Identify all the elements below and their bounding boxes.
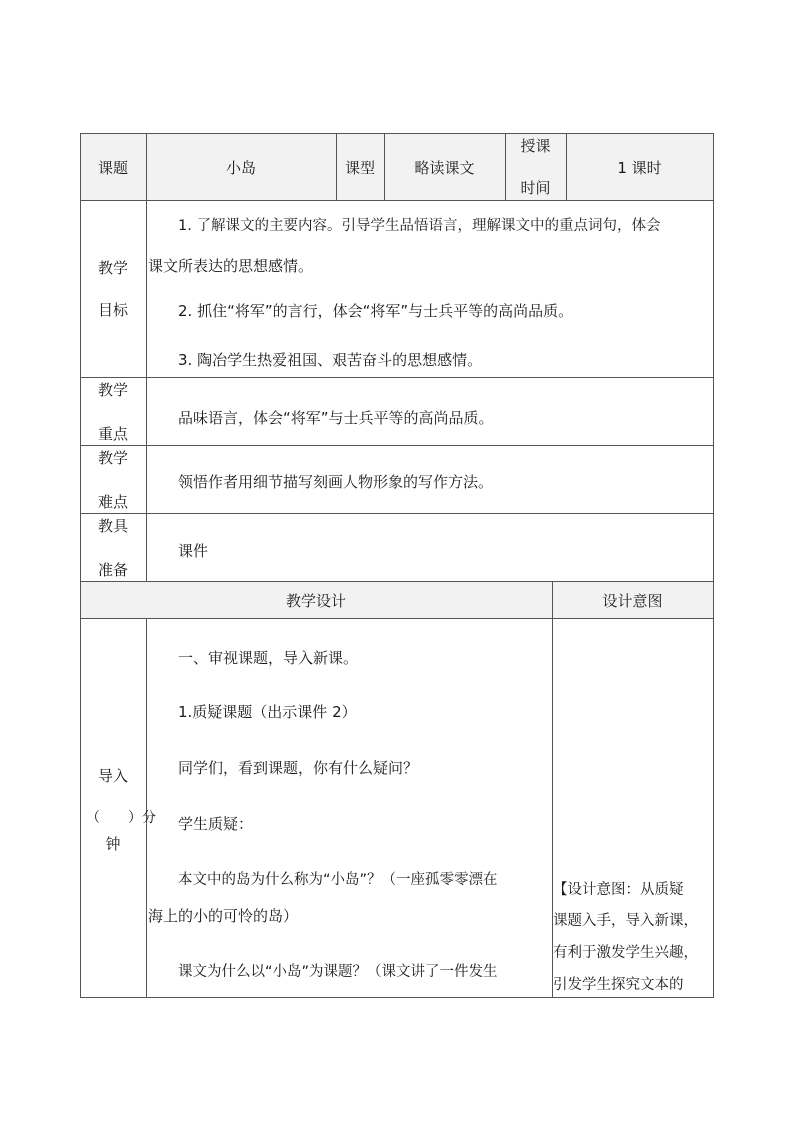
label-column-divider-top: [146, 133, 147, 581]
intro-teacher-prompt: 同学们，看到课题，你有什么疑问？: [178, 759, 419, 777]
key-points-label-line1: 教学: [97, 381, 128, 399]
row-divider-5: [80, 581, 714, 582]
difficulties-label-line1: 教学: [97, 449, 128, 467]
key-points-label-line2: 重点: [97, 425, 128, 443]
key-points-text: 品味语言，体会“将军”与士兵平等的高尚品质。: [178, 409, 494, 427]
goal-item-2: 2. 抓住“将军”的言行，体会“将军”与士兵平等的高尚品质。: [178, 302, 574, 320]
goals-label-line1: 教学: [97, 259, 128, 277]
design-intent-line1: 【设计意图：从质疑: [553, 882, 684, 898]
topic-label: 课题: [97, 159, 128, 177]
table-border-right: [713, 133, 714, 998]
table-border-bottom: [80, 997, 714, 998]
class-time-label-line2: 时间: [520, 179, 551, 197]
design-intent-line3: 有利于激发学生兴趣，: [553, 945, 698, 961]
lesson-type-label: 课型: [344, 159, 375, 177]
intro-label-line1: 导入: [97, 767, 128, 785]
difficulties-text: 领悟作者用细节描写刻画人物形象的写作方法。: [178, 473, 494, 491]
topic-value: 小岛: [225, 159, 256, 177]
intro-student-questions: 学生质疑：: [178, 815, 254, 833]
row-divider-2: [80, 377, 714, 378]
row-divider-6: [80, 618, 714, 619]
goal-item-3: 3. 陶冶学生热爱祖国、艰苦奋斗的思想感情。: [178, 351, 483, 369]
design-intent-line2: 课题入手，导入新课，: [553, 913, 698, 929]
intro-question-1-line1: 本文中的岛为什么称为“小岛”？（一座孤零零漂在: [178, 872, 498, 888]
intent-column-divider: [552, 581, 553, 998]
materials-text: 课件: [178, 542, 209, 560]
class-time-label-line1: 授课: [520, 137, 551, 155]
lesson-type-value: 略读课文: [414, 159, 475, 177]
intro-question-topic: 1.质疑课题（出示课件 2）: [178, 703, 357, 721]
intro-question-2-line1: 课文为什么以“小岛”为课题？（课文讲了一件发生: [178, 964, 498, 980]
teaching-design-heading: 教学设计: [285, 592, 346, 610]
table-border-top: [80, 133, 714, 134]
row-divider-4: [80, 513, 714, 514]
intro-label-line2: （ ）分: [86, 810, 156, 826]
goal-item-1-line1: 1. 了解课文的主要内容。引导学生品悟语言，理解课文中的重点词句，体会: [178, 218, 661, 234]
design-intent-line4: 引发学生探究文本的: [553, 977, 684, 993]
row-divider-1: [80, 200, 714, 201]
goal-item-1-line2: 课文所表达的思想感情。: [148, 257, 314, 275]
class-time-value: 1 课时: [617, 159, 662, 177]
goals-label-line2: 目标: [97, 301, 128, 319]
materials-label-line1: 教具: [97, 517, 128, 535]
row-divider-3: [80, 445, 714, 446]
intro-question-1-line2: 海上的小的可怜的岛）: [148, 907, 299, 925]
materials-label-line2: 准备: [97, 561, 128, 579]
design-intent-heading: 设计意图: [602, 592, 663, 610]
intro-step-heading: 一、审视课题，导入新课。: [178, 649, 359, 667]
difficulties-label-line2: 难点: [97, 493, 128, 511]
intro-label-line3: 钟: [105, 835, 121, 853]
